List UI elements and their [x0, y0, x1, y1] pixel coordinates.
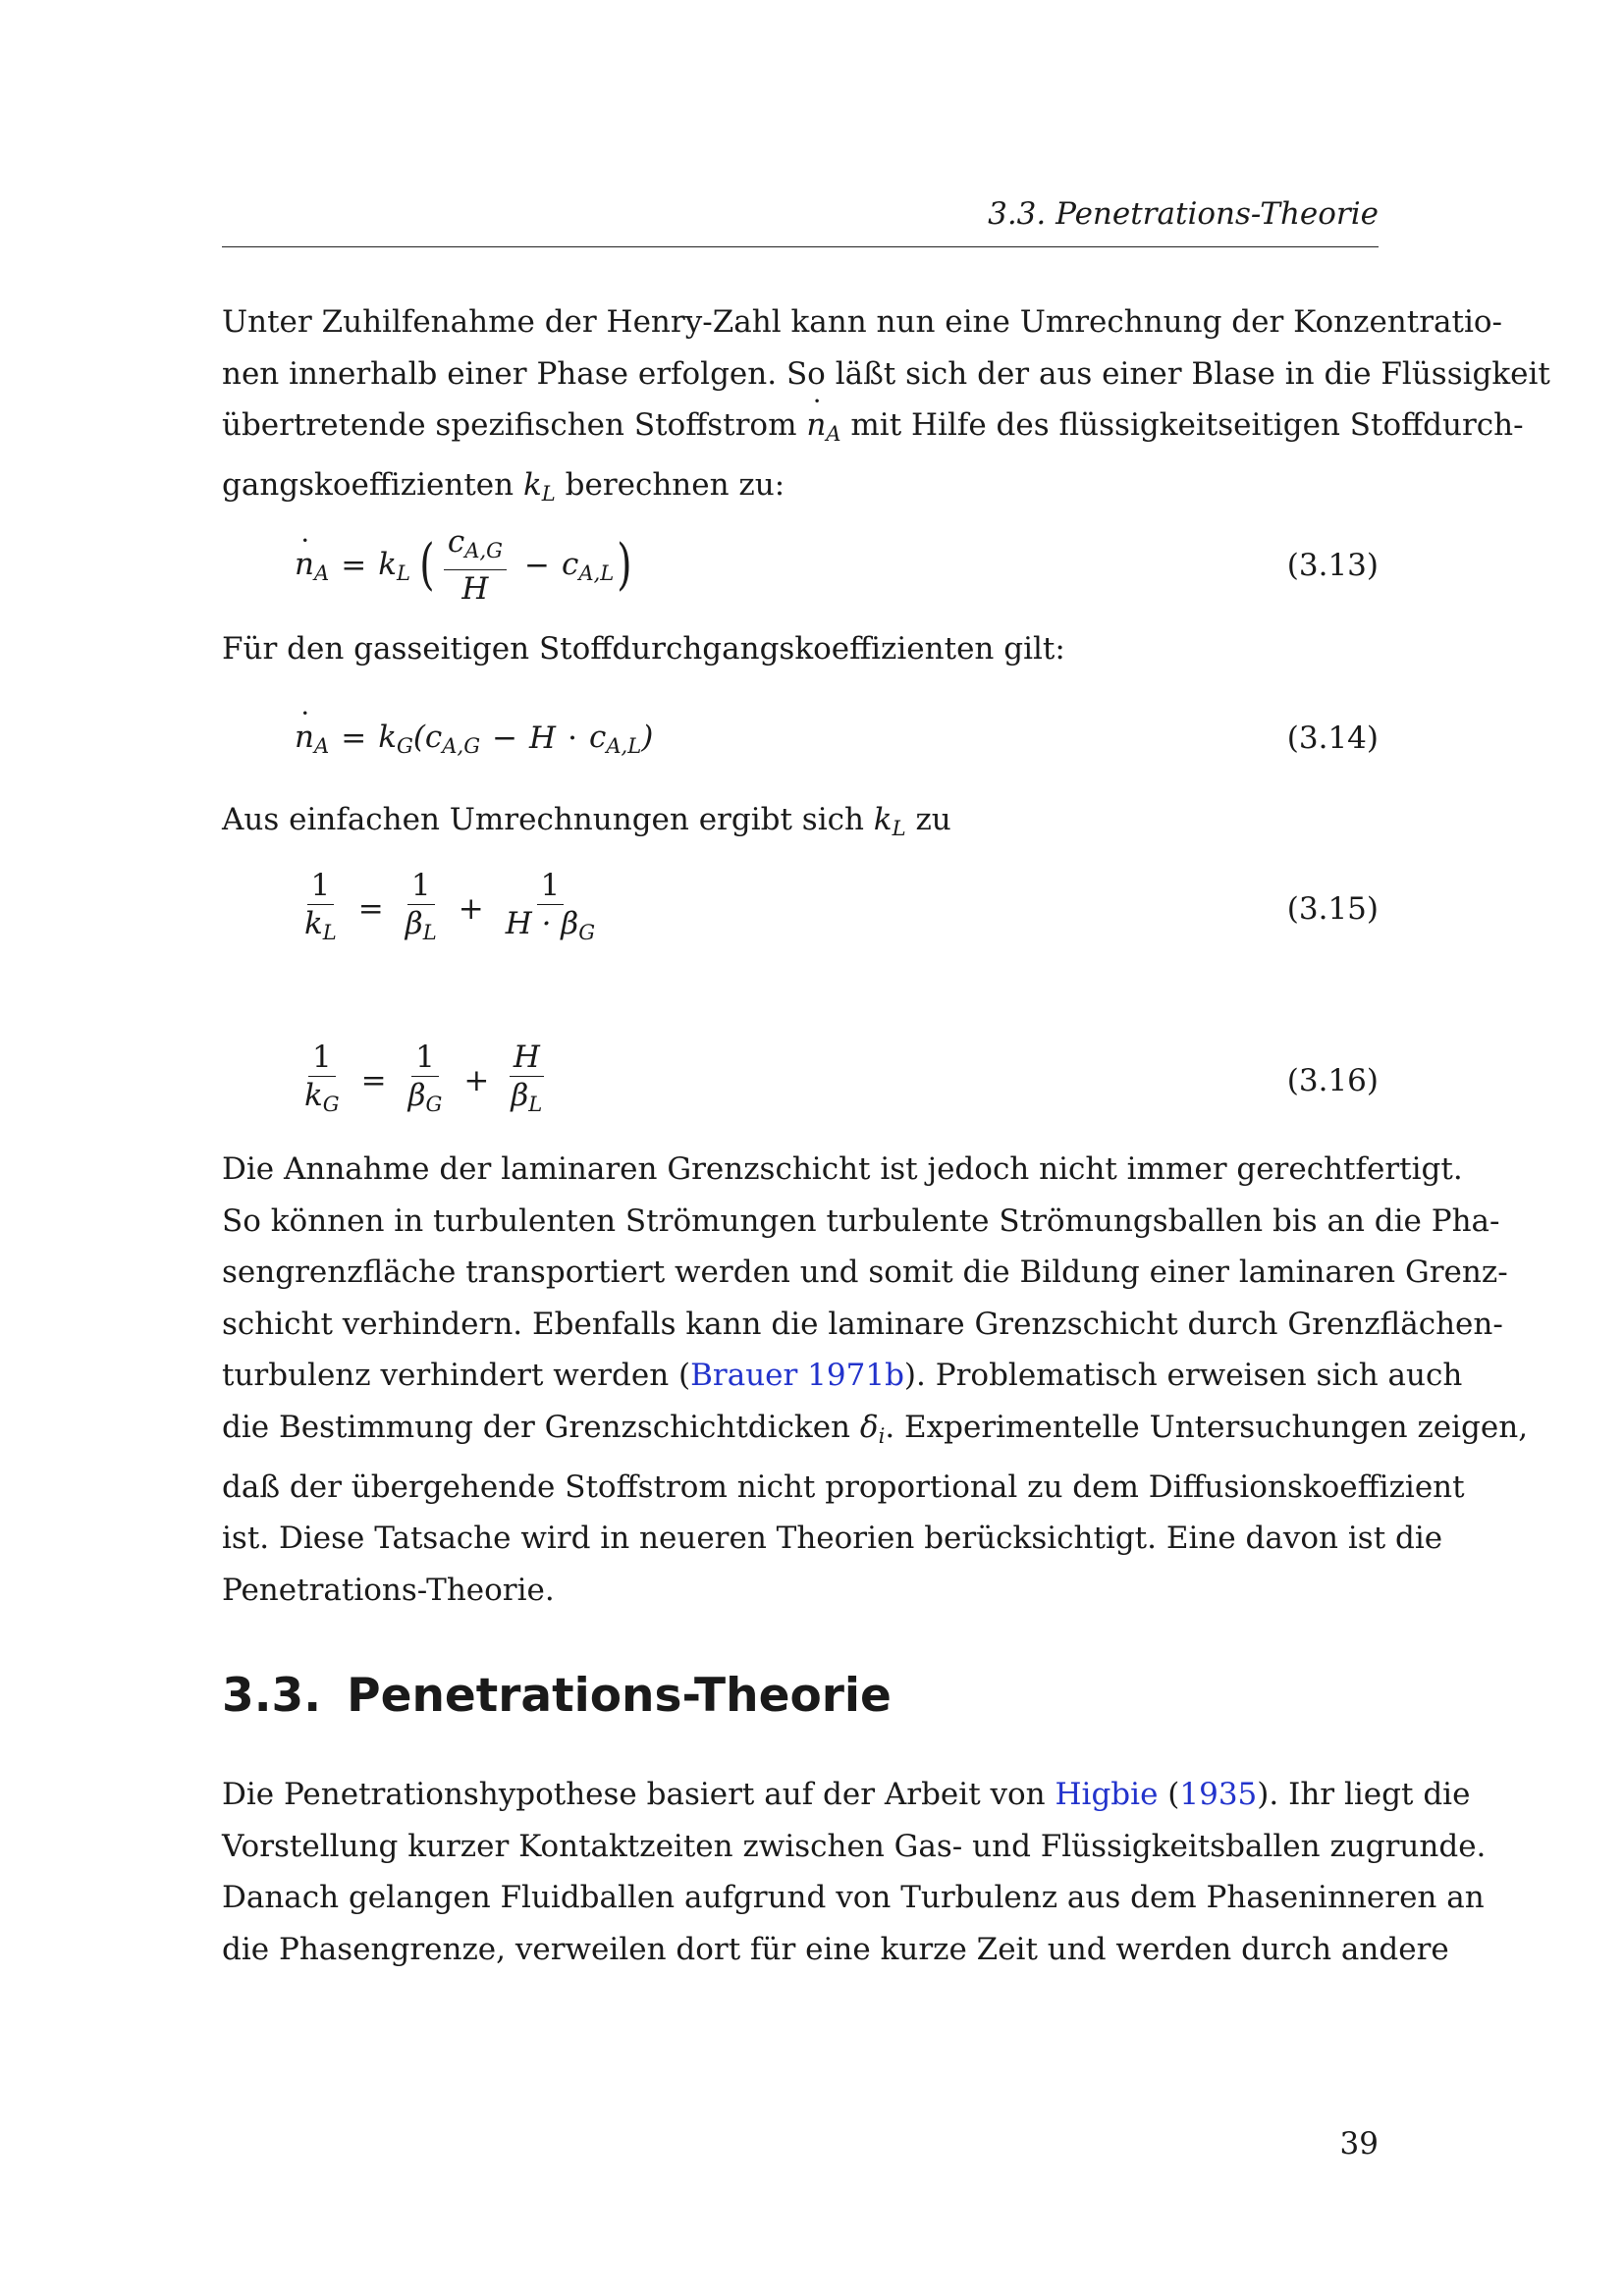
text-segment: ). Ihr liegt die	[1257, 1777, 1471, 1812]
text-line: schicht verhindern. Ebenfalls kann die laminare Grenzschicht durch Grenzflächen-	[222, 1306, 1503, 1342]
fraction: $\frac{1}{\beta_L}$	[405, 868, 437, 944]
section-title: Penetrations-Theorie	[347, 1669, 892, 1723]
text-segment: ). Problematisch erweisen sich auch	[903, 1358, 1463, 1393]
text-line	[222, 459, 1379, 519]
text-segment: die Bestimmung der Grenzschichtdicken	[222, 1409, 851, 1445]
equation-number: (3.16)	[1286, 1063, 1379, 1098]
text-line: Danach gelangen Fluidballen aufgrund von Turbulenz aus dem Phaseninneren an	[222, 1880, 1485, 1915]
text-line	[222, 400, 1524, 459]
equation-body: $\frac{1}{k_G}$ = $\frac{1}{\beta_G}$ + $\frac{H}{\beta_L}$	[295, 1039, 552, 1123]
text-line: ist. Diese Tatsache wird in neueren Theorien berücksichtigt. Eine davon ist die	[222, 1521, 1443, 1557]
text-line: die Phasengrenze, verweilen dort für eine kurze Zeit und werden durch andere	[222, 1931, 1449, 1967]
text-segment: berechnen zu:	[565, 467, 785, 504]
equation-number: (3.15)	[1286, 891, 1379, 927]
equation-number: (3.13)	[1286, 548, 1379, 583]
fraction: $\frac{1}{H \cdot \beta_G}$	[505, 868, 596, 944]
text-segment: (	[1167, 1777, 1180, 1812]
equation-3-15	[295, 864, 1379, 954]
text-segment: mit Hilfe des flüssigkeitseitigen Stoffdurch-	[850, 407, 1524, 443]
text-line: So können in turbulenten Strömungen turbulente Strömungsballen bis an die Pha-	[222, 1202, 1500, 1239]
citation-year-link[interactable]: 1935	[1179, 1777, 1258, 1812]
text-line	[222, 1402, 1529, 1462]
text-line: Penetrations-Theorie.	[222, 1572, 555, 1608]
text-line: Für den gasseitigen Stoffdurchgangskoeffizienten gilt:	[222, 631, 1065, 667]
page-number: 39	[1339, 2126, 1379, 2162]
text-segment: gangskoeffizienten	[222, 467, 514, 504]
math-delta-i: $\delta_i$	[859, 1409, 886, 1448]
fraction: $\frac{1}{k_G}$	[304, 1040, 340, 1116]
equation-3-16	[295, 1036, 1379, 1126]
text-segment: übertretende spezifischen Stoffstrom	[222, 407, 797, 443]
text-line: Die Annahme der laminaren Grenzschicht ist jedoch nicht immer gerechtfertigt.	[222, 1151, 1463, 1187]
text-line: Vorstellung kurzer Kontaktzeiten zwischen Gas- und Flüssigkeitsballen zugrunde.	[222, 1828, 1487, 1864]
paragraph-conversion	[222, 794, 1379, 854]
fraction: $\frac{1}{k_L}$	[304, 868, 337, 944]
running-header: 3.3. Penetrations-Theorie	[988, 196, 1379, 232]
text-segment: . Experimentelle Untersuchungen zeigen,	[885, 1409, 1529, 1445]
section-heading	[222, 1667, 892, 1726]
text-line: Unter Zuhilfenahme der Henry-Zahl kann nun eine Umrechnung der Konzentratio-	[222, 304, 1503, 340]
citation-link[interactable]: Higbie	[1055, 1777, 1159, 1812]
text-line: nen innerhalb einer Phase erfolgen. So läßt sich der aus einer Blase in die Flüssigkeit	[222, 355, 1550, 392]
section-number: 3.3.	[222, 1669, 322, 1723]
equation-3-14	[295, 711, 1379, 766]
math-n-dot-a: ˙ $n_A$	[806, 407, 840, 443]
text-segment: turbulenz verhindert werden (	[222, 1358, 691, 1393]
text-segment: Aus einfachen Umrechnungen ergibt sich	[222, 802, 864, 837]
equation-body: $\frac{1}{k_L}$ = $\frac{1}{\beta_L}$ + $\frac{1}{H \cdot \beta_G}$	[295, 867, 605, 951]
header-rule	[222, 246, 1379, 247]
text-line	[222, 1769, 1471, 1821]
equation-3-13	[295, 526, 1379, 605]
paragraph-laminar	[222, 1144, 1529, 1616]
fraction: $\frac{c_{A,G}}{H}$	[444, 523, 507, 608]
math-k-l: $k_L$	[522, 467, 556, 507]
equation-body: ˙ $n_A$ = $k_L$ ( $\frac{c_{A,G}}{H}$ − $c_{A,L}$ )	[295, 523, 635, 608]
fraction: $\frac{H}{\beta_L}$	[511, 1040, 543, 1116]
text-line: sengrenzfläche transportiert werden und somit die Bildung einer laminaren Grenz-	[222, 1255, 1508, 1290]
text-line	[222, 1350, 1463, 1402]
paragraph-gas-side	[222, 623, 1379, 675]
text-segment: zu	[915, 802, 951, 837]
equation-number: (3.14)	[1286, 721, 1379, 756]
equation-body: ˙ $n_A$ = $k_G(c_{A,G}$ − H · $c_{A,L}$)	[295, 720, 653, 758]
text-segment: Die Penetrationshypothese basiert auf der Arbeit von	[222, 1777, 1046, 1812]
fraction: $\frac{1}{\beta_G}$	[407, 1040, 443, 1116]
text-line: daß der übergehende Stoffstrom nicht proportional zu dem Diffusionskoeffizient	[222, 1468, 1465, 1505]
paragraph-intro	[222, 296, 1550, 520]
text-line	[222, 794, 1379, 854]
citation-link[interactable]: Brauer 1971b	[690, 1358, 904, 1393]
paragraph-penetration	[222, 1769, 1487, 1975]
math-k-l: $k_L$	[873, 802, 906, 840]
